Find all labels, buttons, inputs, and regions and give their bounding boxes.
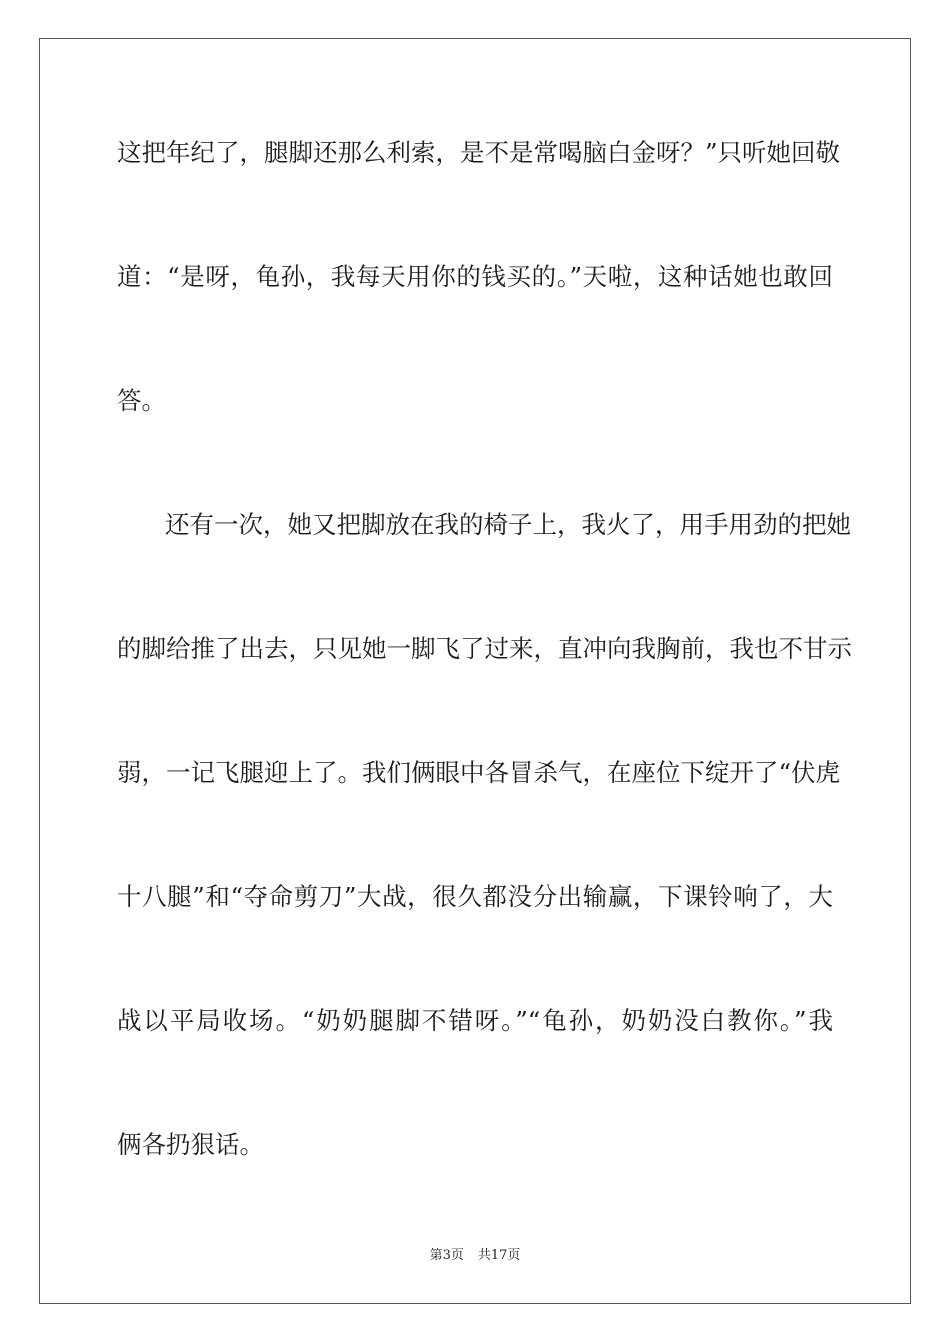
text-line: 道：“是呀，龟孙，我每天用你的钱买的。”天啦，这种话她也敢回: [117, 262, 833, 291]
text-line: 战以平局收场。“奶奶腿脚不错呀。”“龟孙，奶奶没白教你。”我: [117, 1006, 833, 1035]
text-line: 俩各扔狠话。: [117, 1130, 264, 1159]
text-line: 答。: [117, 386, 166, 415]
paragraph-first-line: 还有一次，她又把脚放在我的椅子上，我火了，用手用劲的把她: [165, 510, 851, 539]
page-number: 第3页: [429, 1248, 464, 1263]
text-line: 十八腿”和“夺命剪刀”大战，很久都没分出输赢，下课铃响了，大: [117, 882, 833, 911]
page-footer: [0, 1247, 950, 1265]
text-line: 弱，一记飞腿迎上了。我们俩眼中各冒杀气，在座位下绽开了“伏虎: [117, 758, 841, 787]
page-border: [39, 38, 911, 1304]
text-line: 的脚给推了出去，只见她一脚飞了过来，直冲向我胸前，我也不甘示: [117, 634, 852, 663]
total-pages: 共17页: [477, 1248, 521, 1263]
text-line: 这把年纪了，腿脚还那么利索，是不是常喝脑白金呀？”只听她回敬: [117, 138, 841, 167]
